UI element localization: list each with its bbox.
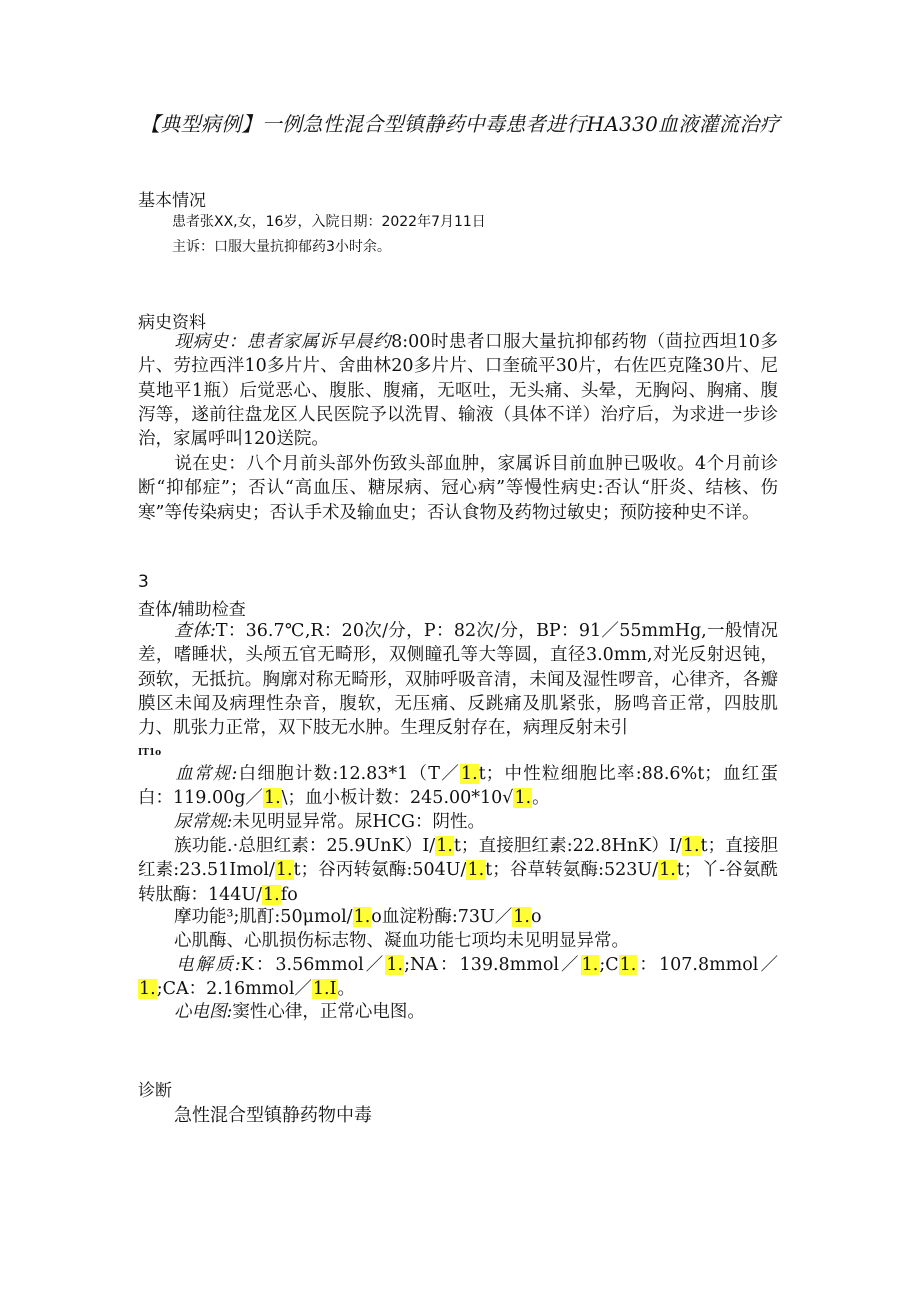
liver-text-e: t；谷草转氨酶:523U/ <box>485 860 659 881</box>
electro-text-d: ：107.8mmol／ <box>637 955 778 975</box>
physical-exam <box>138 619 778 740</box>
chief-complaint: 主诉：口服大量抗抑郁药3小时余。 <box>172 239 391 255</box>
highlight-mark: 1. <box>263 788 281 809</box>
electro-text-b: ;NA：139.8mmol／ <box>404 955 581 975</box>
highlight-mark: 1. <box>659 860 676 881</box>
present-illness-text: 8:00时患者口服大量抗抑郁药物（茴拉西坦10多片、劳拉西泮10多片片、舍曲林20多片片、口奎硫平30片，右佐匹克隆30片、尼莫地平1瓶）后觉恶心、腹胀、腹痛，无呕吐，无头痛、头晕，无胸闷、胸痛、腹泻等，遂前往盘龙区人民医院予以洗胃、输液（具体不详）治疗后，为求进一步诊治，家属呼叫120送院。 <box>138 332 778 450</box>
highlight-mark: 1. <box>436 836 453 856</box>
blood-routine <box>138 762 778 811</box>
highlight-mark: 1. <box>386 955 404 975</box>
electrolytes-label: 电解质: <box>174 955 241 975</box>
kidney-text-c: o <box>530 907 542 927</box>
ecg-label: 心电图: <box>174 1002 233 1022</box>
cardiac-tests-text: 心肌酶、心肌损伤标志物、凝血功能七项均未见明显异常。 <box>174 931 629 951</box>
page-number: 3 <box>138 572 149 592</box>
blood-text-c: \；血小板计数：245.00*10√ <box>281 788 514 809</box>
present-illness <box>138 330 778 451</box>
section-heading-exam: 查体/辅助检查 <box>138 600 246 620</box>
highlight-mark: 1. <box>619 955 637 975</box>
physical-exam-label: 查体: <box>174 621 216 641</box>
kidney-function <box>138 905 778 929</box>
highlight-mark: 1. <box>263 884 280 905</box>
highlight-mark: 1. <box>275 860 293 881</box>
blood-routine-label: 血常规: <box>174 764 238 784</box>
ecg <box>138 1000 778 1024</box>
cardiac-tests <box>138 929 778 953</box>
highlight-mark: 1. <box>139 979 156 1000</box>
physical-exam-text: T：36.7℃,R：20次/分，P：82次/分，BP：91／55mmHg,一般情况差，嗜睡状，头颅五官无畸形，双侧瞳孔等大等圆，直径3.0mm,对光反射迟钝，颈软，无抵抗。胸廓对称无畸形，双肺呼吸音清，未闻及湿性啰音，心律齐，各瓣膜区未闻及病理性杂音，腹软，无压痛、反跳痛及肌紧张，肠鸣音正常，四肢肌力、肌张力正常，双下肢无水肿。生理反射存在，病理反射未引 <box>138 621 778 739</box>
patient-info: 患者张XX,女，16岁，入院日期：2022年7月11日 <box>172 214 486 230</box>
highlight-mark: 1. <box>460 764 478 784</box>
electro-text-f: 。 <box>337 979 356 1000</box>
highlight-mark: 1. <box>353 907 371 927</box>
highlight-mark: 1.I <box>312 979 337 1000</box>
past-history-text: 说在史：八个月前头部外伤致头部血肿，家属诉目前血肿已吸收。4个月前诊断“抑郁症”；否认“高血压、糖尿病、冠心病”等慢性病史:否认“肝炎、结核、伤寒”等传染病史；否认手术及输血史；否认食物及药物过敏史；预防接种史不详。 <box>138 454 778 523</box>
liver-text-g: fo <box>280 884 298 905</box>
electro-text-c: ;C <box>599 955 619 975</box>
blood-text-a: 白细胞计数:12.83*1（T／ <box>237 764 460 784</box>
electrolytes <box>138 953 778 1002</box>
section-heading-history: 病史资料 <box>138 313 206 333</box>
section-heading-basic: 基本情况 <box>138 191 206 211</box>
present-illness-label: 现病史：患者家属诉早晨约 <box>174 332 392 352</box>
ecg-text: 窦性心律，正常心电图。 <box>232 1002 425 1022</box>
kidney-text-a: 摩功能³;肌酊:50μmol/ <box>174 907 353 927</box>
document-title: 【典型病例】一例急性混合型镇静药中毒患者进行HA330血液灌流治疗 <box>140 112 780 136</box>
fragment-text: IT1o <box>138 748 162 758</box>
section-heading-diagnosis: 诊断 <box>138 1081 172 1101</box>
highlight-mark: 1. <box>467 860 485 881</box>
urine-routine <box>138 810 778 834</box>
liver-function <box>138 834 778 907</box>
highlight-mark: 1. <box>513 907 530 927</box>
blood-text-d: 。 <box>532 788 550 809</box>
past-history <box>138 452 778 525</box>
liver-text-d: t；谷丙转氨酶:504U/ <box>293 860 467 881</box>
kidney-text-b: o血淀粉酶:73U／ <box>371 907 513 927</box>
highlight-mark: 1. <box>581 955 599 975</box>
electro-text-e: ;CA：2.16mmol／ <box>156 979 312 1000</box>
urine-routine-label: 尿常规: <box>174 812 233 832</box>
highlight-mark: 1. <box>514 788 532 809</box>
liver-text-a: 族功能.·总胆红素：25.9UnK）I/ <box>174 836 436 856</box>
liver-text-b: t；直接胆红素:22.8HnK）I/ <box>453 836 682 856</box>
electro-text-a: K：3.56mmol／ <box>240 955 386 975</box>
diagnosis-text: 急性混合型镇静药物中毒 <box>174 1105 372 1126</box>
highlight-mark: 1. <box>682 836 700 856</box>
urine-routine-text: 未见明显异常。尿HCG：阴性。 <box>232 812 486 832</box>
liver-text-f: t；丫-谷氨酰转肽酶：144U/ <box>138 860 778 905</box>
blood-text-b: t；中性粒细胞比率:88.6%t；血红蛋白：119.00g／ <box>138 764 778 809</box>
liver-text-c: t；直接胆红素:23.51Imol/ <box>138 836 778 881</box>
